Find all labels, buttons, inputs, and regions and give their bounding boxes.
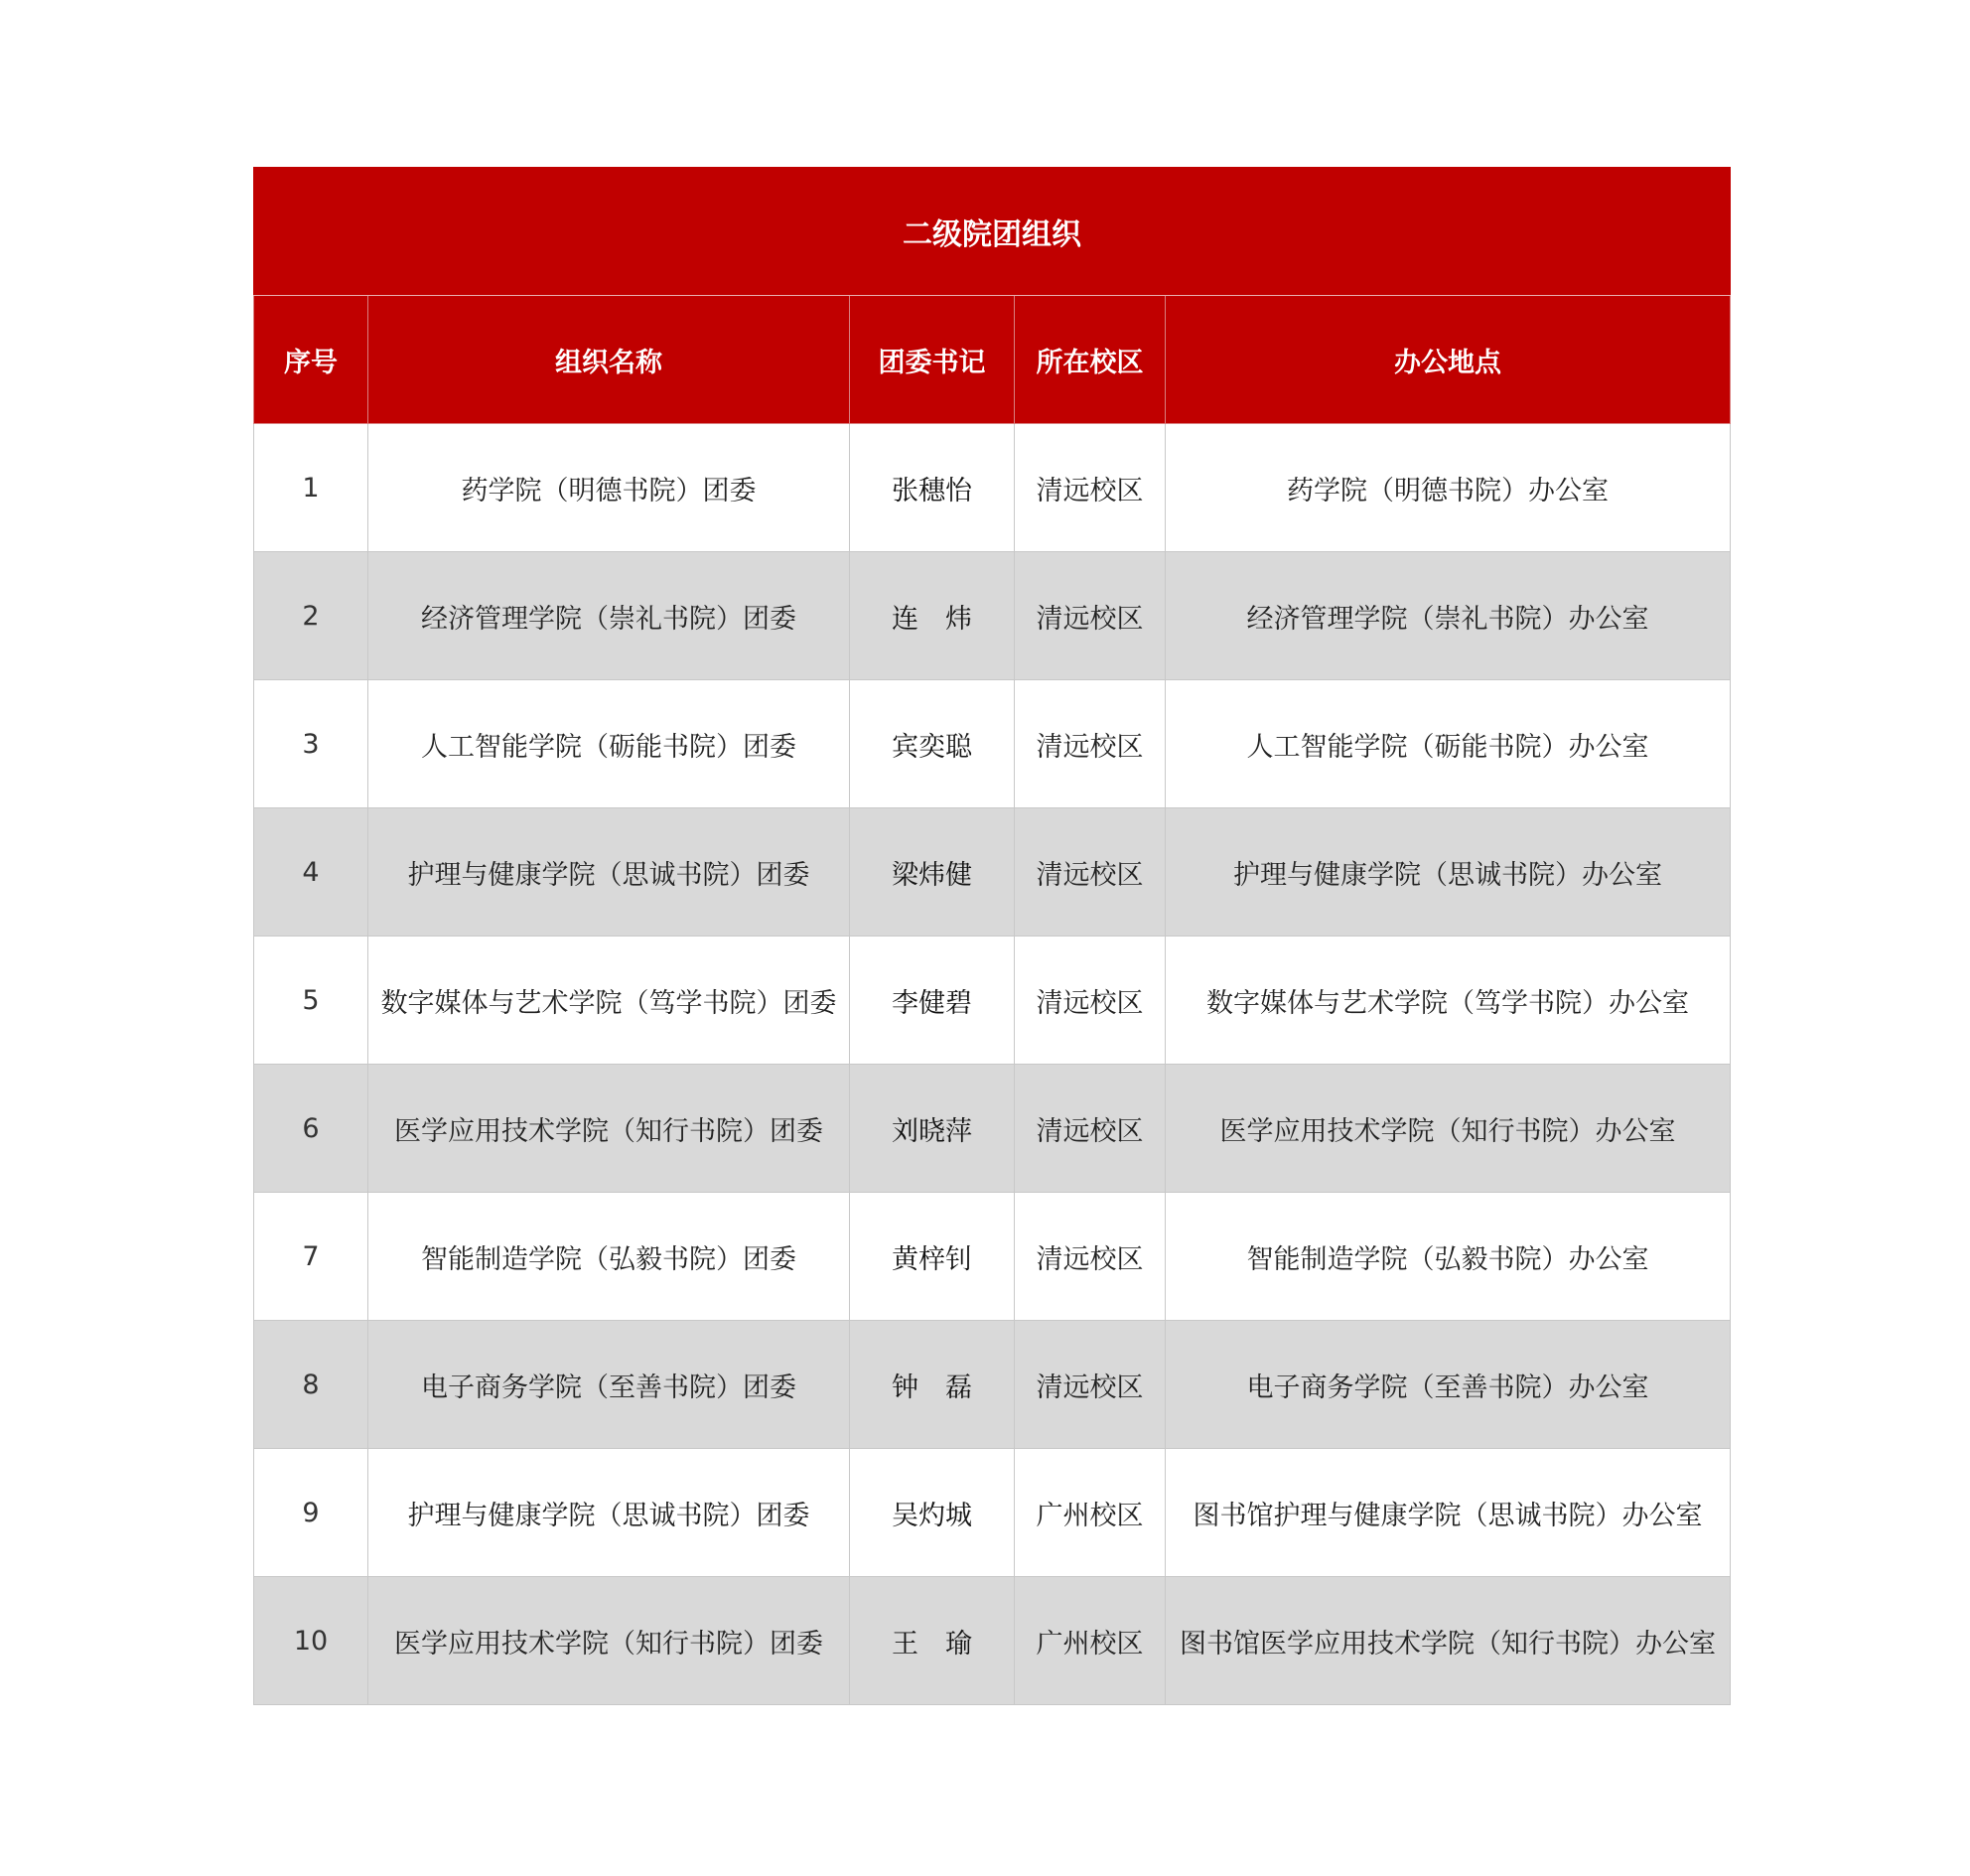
cell-org-name: 经济管理学院（崇礼书院）团委	[368, 552, 850, 680]
cell-org-name: 护理与健康学院（思诚书院）团委	[368, 1449, 850, 1577]
cell-org-name: 药学院（明德书院）团委	[368, 424, 850, 552]
cell-index: 9	[254, 1449, 368, 1577]
cell-campus: 清远校区	[1015, 808, 1166, 937]
cell-index: 1	[254, 424, 368, 552]
header-secretary: 团委书记	[850, 296, 1015, 424]
cell-campus: 广州校区	[1015, 1449, 1166, 1577]
table-row	[254, 1065, 1731, 1193]
cell-secretary: 梁炜健	[850, 808, 1015, 937]
cell-secretary: 钟 磊	[850, 1321, 1015, 1449]
table-row	[254, 1193, 1731, 1321]
table-row	[254, 937, 1731, 1065]
cell-campus: 清远校区	[1015, 1065, 1166, 1193]
cell-index: 5	[254, 937, 368, 1065]
cell-office: 经济管理学院（崇礼书院）办公室	[1166, 552, 1731, 680]
cell-index: 6	[254, 1065, 368, 1193]
table-title-row	[254, 168, 1731, 296]
cell-office: 数字媒体与艺术学院（笃学书院）办公室	[1166, 937, 1731, 1065]
cell-index: 2	[254, 552, 368, 680]
cell-campus: 广州校区	[1015, 1577, 1166, 1705]
cell-campus: 清远校区	[1015, 937, 1166, 1065]
table-body	[254, 424, 1731, 1705]
cell-office: 医学应用技术学院（知行书院）办公室	[1166, 1065, 1731, 1193]
cell-secretary: 宾奕聪	[850, 680, 1015, 808]
org-table-container	[253, 167, 1730, 1705]
cell-index: 10	[254, 1577, 368, 1705]
cell-office: 智能制造学院（弘毅书院）办公室	[1166, 1193, 1731, 1321]
table-row	[254, 1449, 1731, 1577]
table-row	[254, 1321, 1731, 1449]
cell-index: 3	[254, 680, 368, 808]
cell-org-name: 医学应用技术学院（知行书院）团委	[368, 1577, 850, 1705]
header-office: 办公地点	[1166, 296, 1731, 424]
cell-secretary: 黄梓钊	[850, 1193, 1015, 1321]
cell-org-name: 医学应用技术学院（知行书院）团委	[368, 1065, 850, 1193]
cell-org-name: 智能制造学院（弘毅书院）团委	[368, 1193, 850, 1321]
cell-secretary: 刘晓萍	[850, 1065, 1015, 1193]
cell-office: 图书馆医学应用技术学院（知行书院）办公室	[1166, 1577, 1731, 1705]
cell-index: 4	[254, 808, 368, 937]
table-row	[254, 808, 1731, 937]
header-index: 序号	[254, 296, 368, 424]
cell-campus: 清远校区	[1015, 1321, 1166, 1449]
cell-secretary: 李健碧	[850, 937, 1015, 1065]
org-table	[253, 167, 1731, 1705]
cell-campus: 清远校区	[1015, 680, 1166, 808]
cell-office: 药学院（明德书院）办公室	[1166, 424, 1731, 552]
cell-secretary: 王 瑜	[850, 1577, 1015, 1705]
table-row	[254, 552, 1731, 680]
table-header-row	[254, 296, 1731, 424]
cell-index: 7	[254, 1193, 368, 1321]
table-title: 二级院团组织	[254, 168, 1731, 296]
cell-campus: 清远校区	[1015, 424, 1166, 552]
header-campus: 所在校区	[1015, 296, 1166, 424]
cell-office: 电子商务学院（至善书院）办公室	[1166, 1321, 1731, 1449]
table-row	[254, 424, 1731, 552]
table-row	[254, 680, 1731, 808]
table-row	[254, 1577, 1731, 1705]
cell-campus: 清远校区	[1015, 552, 1166, 680]
cell-index: 8	[254, 1321, 368, 1449]
cell-org-name: 数字媒体与艺术学院（笃学书院）团委	[368, 937, 850, 1065]
cell-org-name: 电子商务学院（至善书院）团委	[368, 1321, 850, 1449]
cell-campus: 清远校区	[1015, 1193, 1166, 1321]
cell-office: 人工智能学院（砺能书院）办公室	[1166, 680, 1731, 808]
cell-org-name: 人工智能学院（砺能书院）团委	[368, 680, 850, 808]
cell-secretary: 连 炜	[850, 552, 1015, 680]
cell-secretary: 吴灼城	[850, 1449, 1015, 1577]
cell-office: 护理与健康学院（思诚书院）办公室	[1166, 808, 1731, 937]
cell-secretary: 张穗怡	[850, 424, 1015, 552]
cell-office: 图书馆护理与健康学院（思诚书院）办公室	[1166, 1449, 1731, 1577]
cell-org-name: 护理与健康学院（思诚书院）团委	[368, 808, 850, 937]
header-org-name: 组织名称	[368, 296, 850, 424]
